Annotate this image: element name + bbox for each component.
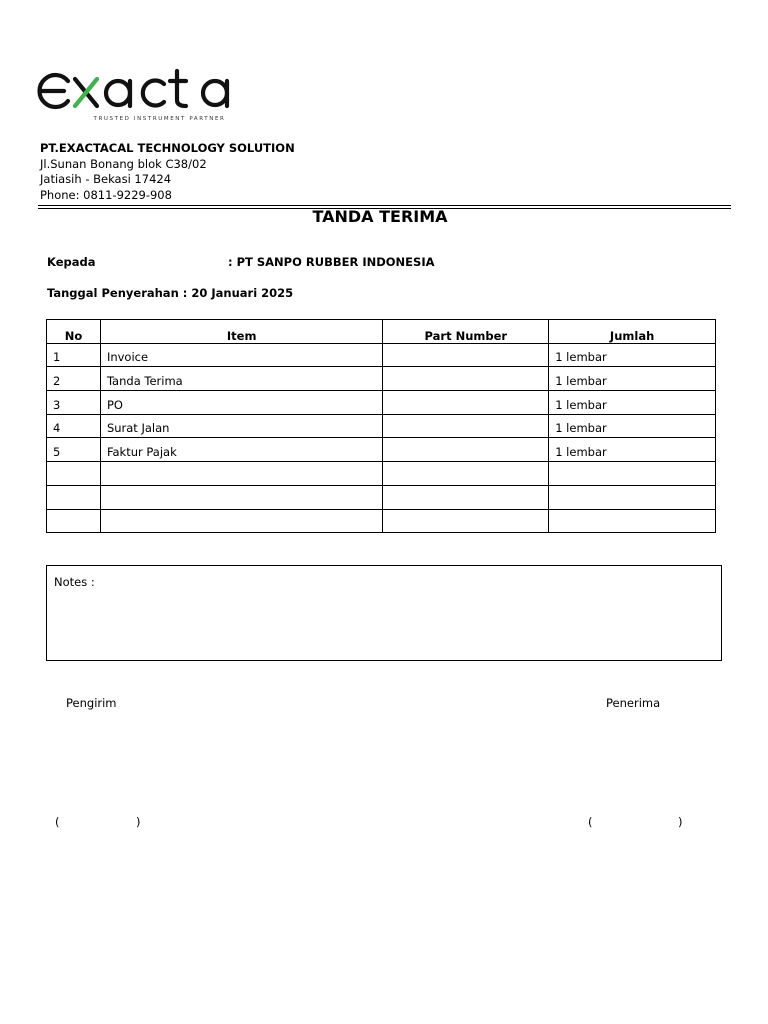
cell-no [47, 485, 101, 509]
cell-item [100, 509, 383, 533]
cell-no [47, 509, 101, 533]
receiver-label: Penerima [606, 696, 661, 710]
receiver-signature-open-paren: ( [588, 815, 593, 829]
sender-label: Pengirim [66, 696, 117, 710]
cell-jumlah: 1 lembar [549, 391, 716, 415]
cell-no: 5 [47, 438, 101, 462]
logo-tagline: TRUSTED INSTRUMENT PARTNER [93, 116, 226, 122]
cell-jumlah: 1 lembar [549, 414, 716, 438]
cell-item [100, 462, 383, 486]
cell-part-number [383, 509, 549, 533]
sender-signature-open-paren: ( [55, 815, 60, 829]
table-row [47, 343, 716, 367]
cell-jumlah [549, 509, 716, 533]
cell-part-number [383, 438, 549, 462]
document-title: TANDA TERIMA [312, 207, 448, 226]
col-header-item: Item [100, 320, 383, 344]
cell-part-number [383, 414, 549, 438]
cell-jumlah: 1 lembar [549, 343, 716, 367]
cell-part-number [383, 343, 549, 367]
cell-part-number [383, 391, 549, 415]
header-divider-top [38, 205, 731, 206]
cell-item [100, 485, 383, 509]
company-phone: Phone: 0811-9229-908 [40, 188, 172, 202]
cell-jumlah [549, 485, 716, 509]
col-header-no: No [47, 320, 101, 344]
cell-item: Faktur Pajak [100, 438, 383, 462]
cell-item: PO [100, 391, 383, 415]
kepada-label: Kepada [47, 255, 96, 269]
exacta-logo-mark [34, 66, 248, 116]
table-row [47, 391, 716, 415]
cell-item: Invoice [100, 343, 383, 367]
cell-item: Tanda Terima [100, 367, 383, 391]
company-logo [34, 66, 248, 132]
table-row [47, 414, 716, 438]
company-address-line2: Jatiasih - Bekasi 17424 [40, 172, 172, 186]
company-name: PT.EXACTACAL TECHNOLOGY SOLUTION [40, 141, 295, 155]
cell-jumlah: 1 lembar [549, 367, 716, 391]
items-table [46, 319, 716, 533]
table-row [47, 462, 716, 486]
cell-no: 3 [47, 391, 101, 415]
cell-item: Surat Jalan [100, 414, 383, 438]
cell-part-number [383, 367, 549, 391]
table-row [47, 485, 716, 509]
notes-label: Notes : [54, 575, 95, 589]
cell-jumlah: 1 lembar [549, 438, 716, 462]
cell-jumlah [549, 462, 716, 486]
cell-part-number [383, 485, 549, 509]
col-header-part-number: Part Number [383, 320, 549, 344]
cell-no: 1 [47, 343, 101, 367]
sender-signature-close-paren: ) [136, 815, 141, 829]
table-row [47, 438, 716, 462]
col-header-jumlah: Jumlah [549, 320, 716, 344]
cell-no: 2 [47, 367, 101, 391]
cell-part-number [383, 462, 549, 486]
tanggal-penyerahan: Tanggal Penyerahan : 20 Januari 2025 [47, 286, 294, 300]
cell-no: 4 [47, 414, 101, 438]
company-address-line1: Jl.Sunan Bonang blok C38/02 [40, 157, 207, 171]
table-row [47, 509, 716, 533]
kepada-value: : PT SANPO RUBBER INDONESIA [228, 255, 435, 269]
notes-box [46, 565, 722, 661]
receiver-signature-close-paren: ) [678, 815, 683, 829]
cell-no [47, 462, 101, 486]
table-header-row [47, 320, 716, 344]
table-row [47, 367, 716, 391]
